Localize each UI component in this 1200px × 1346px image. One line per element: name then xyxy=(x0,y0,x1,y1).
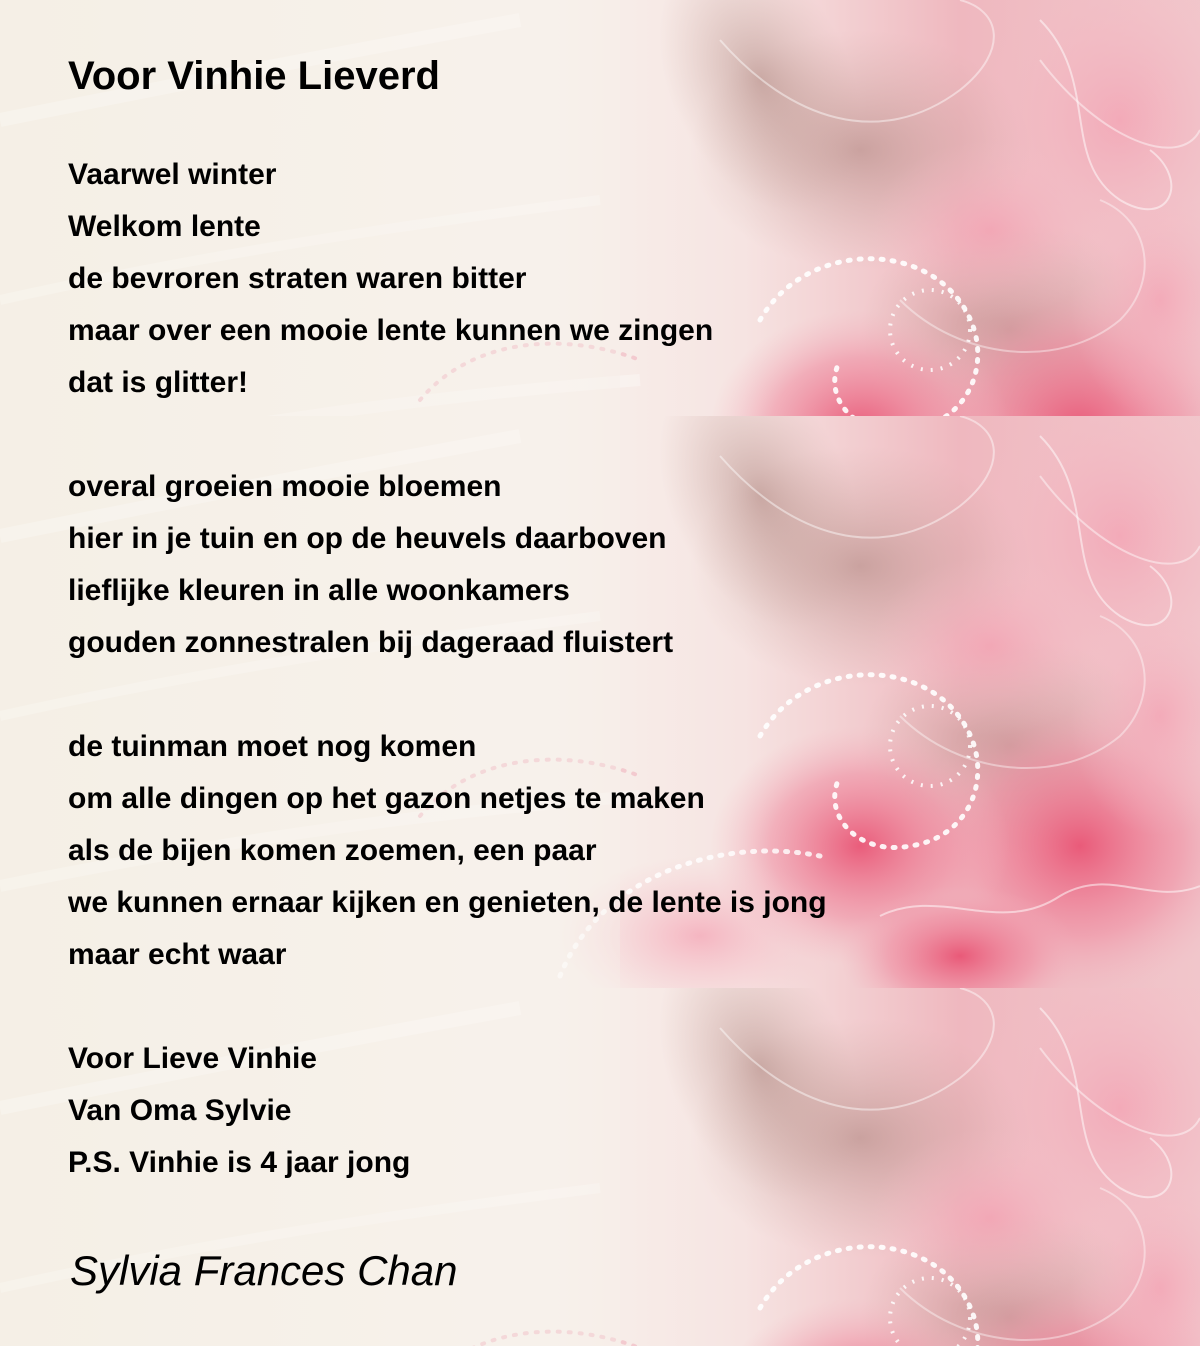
poem-line: de bevroren straten waren bitter xyxy=(68,262,527,295)
stanza-4-dedication xyxy=(68,1033,410,1189)
poem-line: P.S. Vinhie is 4 jaar jong xyxy=(68,1146,411,1179)
poem-line: dat is glitter! xyxy=(68,366,249,399)
stanza-3 xyxy=(68,721,827,981)
stanza-2 xyxy=(68,461,673,669)
poem-line: lieflijke kleuren in alle woonkamers xyxy=(68,574,570,607)
poem-line: als de bijen komen zoemen, een paar xyxy=(68,834,597,867)
stanza-1 xyxy=(68,149,713,409)
poem-line: overal groeien mooie bloemen xyxy=(68,470,502,503)
poem-author: Sylvia Frances Chan xyxy=(70,1247,458,1294)
poem-line: we kunnen ernaar kijken en genieten, de lente is jong xyxy=(68,886,827,919)
poem-line: Welkom lente xyxy=(68,210,261,243)
poem-line: Van Oma Sylvie xyxy=(68,1094,292,1127)
poem-line: om alle dingen op het gazon netjes te maken xyxy=(68,782,705,815)
poem-line: maar over een mooie lente kunnen we zingen xyxy=(68,314,714,347)
poem-line: maar echt waar xyxy=(68,938,287,971)
poem-line: de tuinman moet nog komen xyxy=(68,730,477,763)
poem-line: gouden zonnestralen bij dageraad fluistert xyxy=(68,626,674,659)
poem-line: hier in je tuin en op de heuvels daarboven xyxy=(68,522,667,555)
poem-line: Voor Lieve Vinhie xyxy=(68,1042,317,1075)
poem-title: Voor Vinhie Lieverd xyxy=(68,54,440,98)
poem-line: Vaarwel winter xyxy=(68,158,277,191)
